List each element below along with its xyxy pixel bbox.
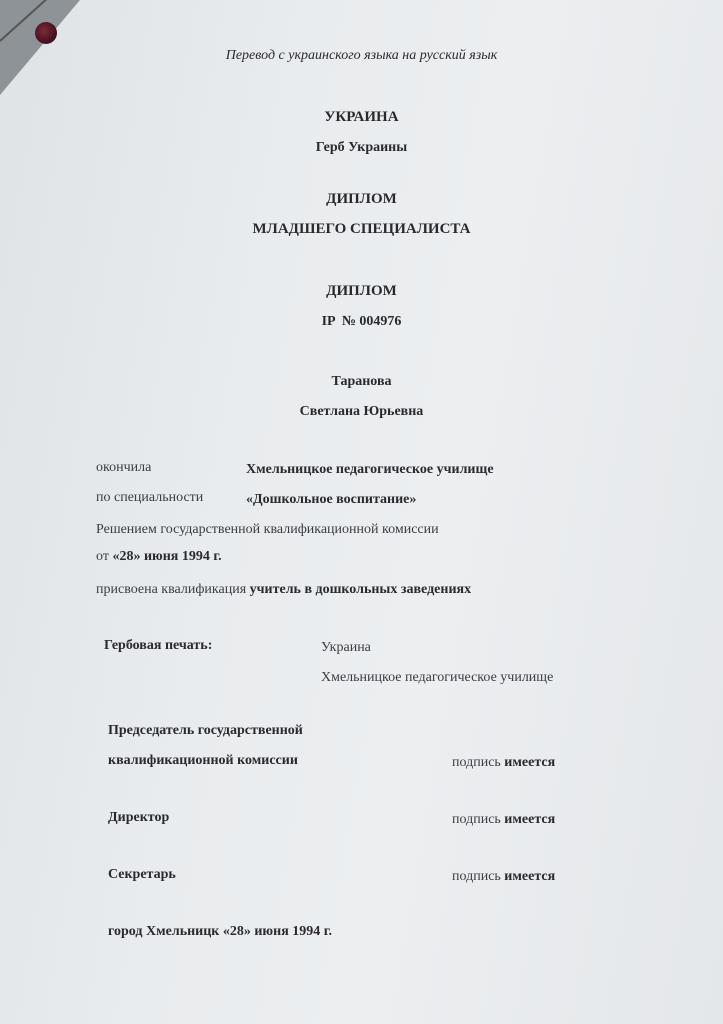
qualification-value: учитель в дошкольных заведениях <box>249 582 472 597</box>
qualification-line <box>96 581 471 599</box>
serial-number: IP № 004976 <box>321 314 402 329</box>
director-signature-value: имеется <box>504 812 556 827</box>
push-pin-icon <box>35 22 57 44</box>
country-title: УКРАИНА <box>324 109 399 125</box>
graduated-label: окончила <box>96 460 152 475</box>
seal-line-2: Хмельницкое педагогическое училище <box>321 670 554 685</box>
chairman-title-2: квалификационной комиссии <box>108 753 298 768</box>
director-title: Директор <box>108 810 170 825</box>
chairman-signature-value: имеется <box>504 755 556 770</box>
seal-label: Гербовая печать: <box>104 638 213 653</box>
qualification-label: присвоена квалификация <box>96 582 247 597</box>
secretary-signature <box>452 868 555 886</box>
director-signature-label: подпись <box>452 812 501 827</box>
diploma-title: ДИПЛОМ <box>326 191 397 207</box>
specialty-label: по специальности <box>96 490 204 505</box>
holder-given-names: Светлана Юрьевна <box>299 404 424 419</box>
director-signature <box>452 811 555 829</box>
secretary-signature-label: подпись <box>452 869 501 884</box>
commission-text: Решением государственной квалификационной комиссии <box>96 522 439 537</box>
place-and-date: город Хмельницк «28» июня 1994 г. <box>108 924 333 939</box>
chairman-signature-label: подпись <box>452 755 501 770</box>
commission-date <box>96 548 222 566</box>
chairman-title-1: Председатель государственной <box>108 723 303 738</box>
secretary-signature-value: имеется <box>504 869 556 884</box>
coat-of-arms-note: Герб Украины <box>315 140 408 155</box>
holder-surname: Таранова <box>331 374 392 389</box>
institution-name: Хмельницкое педагогическое училище <box>246 462 494 477</box>
date-prefix: от <box>96 549 109 564</box>
secretary-title: Секретарь <box>108 867 176 882</box>
specialty-value: «Дошкольное воспитание» <box>246 492 417 507</box>
date-value: «28» июня 1994 г. <box>112 549 222 564</box>
translation-note: Перевод с украинского языка на русский язык <box>225 48 498 63</box>
chairman-signature <box>452 754 555 772</box>
seal-line-1: Украина <box>321 640 371 655</box>
diploma-level: МЛАДШЕГО СПЕЦИАЛИСТА <box>252 221 471 237</box>
diploma-title-2: ДИПЛОМ <box>326 283 397 299</box>
